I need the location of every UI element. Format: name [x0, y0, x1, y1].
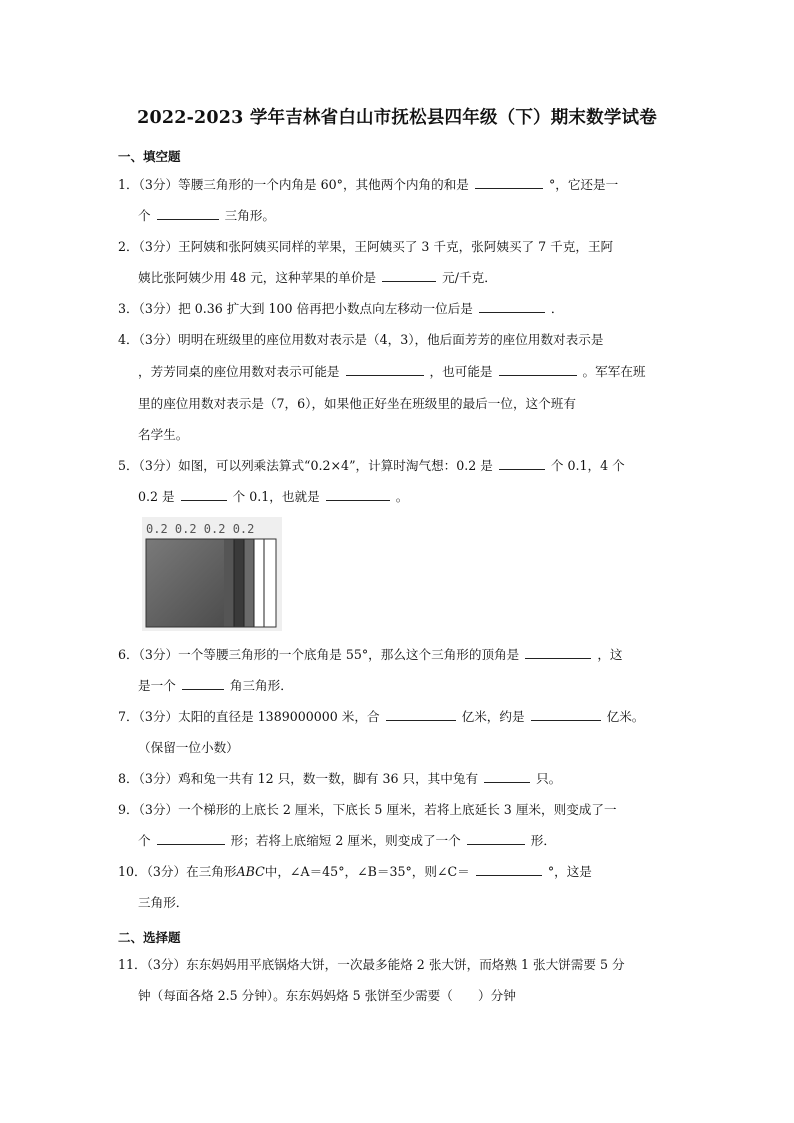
question-7-line-2: （保留一位小数）	[138, 740, 239, 755]
answer-blank[interactable]	[386, 708, 456, 721]
question-2-line-2: 姨比张阿姨少用 48 元，这种苹果的单价是 元/千克．	[138, 270, 497, 285]
answer-blank[interactable]	[475, 176, 543, 189]
answer-blank[interactable]	[531, 708, 601, 721]
answer-blank[interactable]	[467, 832, 525, 845]
answer-blank[interactable]	[484, 770, 530, 783]
page-title: 2022-2023 学年吉林省白山市抚松县四年级（下）期末数学试卷	[137, 108, 657, 128]
question-2-line-1: 2．（3分）王阿姨和张阿姨买同样的苹果，王阿姨买了 3 千克，张阿姨买了 7 千克，王阿	[118, 239, 614, 254]
question-5-line-2: 0.2 是 个 0.1，也就是 。	[138, 489, 409, 504]
question-7-line-1: 7．（3分）太阳的直径是 1389000000 米，合 亿米，约是 亿米。	[118, 709, 645, 724]
answer-blank[interactable]	[157, 832, 225, 845]
question-6-line-1: 6．（3分）一个等腰三角形的一个底角是 55°，那么这个三角形的顶角是 ，这	[118, 647, 623, 662]
shaded-tenths	[146, 539, 234, 627]
answer-blank[interactable]	[499, 457, 545, 470]
answer-blank[interactable]	[181, 488, 227, 501]
answer-blank[interactable]	[326, 488, 390, 501]
answer-blank[interactable]	[157, 207, 219, 220]
question-1-line-1: 1．（3分）等腰三角形的一个内角是 60°，其他两个内角的和是 °，它还是一	[118, 177, 619, 192]
question-10-line-2: 三角形．	[138, 895, 189, 910]
answer-blank[interactable]	[479, 300, 545, 313]
question-6-line-2: 是一个 角三角形．	[138, 678, 293, 693]
question-10-line-1: 10．（3分）在三角形ABC中，∠A＝45°，∠B＝35°，则∠C＝ °，这是	[118, 864, 592, 879]
section-heading-fill-in: 一、填空题	[118, 149, 181, 164]
section-heading-multiple-choice: 二、选择题	[118, 930, 181, 945]
question-8: 8．（3分）鸡和兔一共有 12 只，数一数，脚有 36 只，其中兔有 只。	[118, 771, 562, 786]
answer-blank[interactable]	[382, 269, 436, 282]
question-11-line-2: 钟（每面各烙 2.5 分钟）。东东妈妈烙 5 张饼至少需要（ ）分钟	[138, 988, 516, 1003]
question-9-line-1: 9．（3分）一个梯形的上底长 2 厘米，下底长 5 厘米，若将上底延长 3 厘米，则变成了一	[118, 802, 617, 817]
decimal-bar-figure	[142, 517, 282, 631]
answer-blank[interactable]	[182, 677, 224, 690]
answer-blank[interactable]	[525, 646, 591, 659]
question-4-line-2: ，芳芳同桌的座位用数对表示可能是 ，也可能是 。军军在班	[138, 364, 646, 379]
answer-blank[interactable]	[499, 363, 577, 376]
figure-label: 0.2 0.2 0.2 0.2	[146, 522, 255, 536]
question-11-line-1: 11．（3分）东东妈妈用平底锅烙大饼，一次最多能烙 2 张大饼，而烙熟 1 张大饼需要 5 分	[118, 957, 625, 972]
question-4-line-4: 名学生。	[138, 427, 189, 442]
question-5-line-1: 5．（3分）如图，可以列乘法算式“0.2×4”，计算时淘气想：0.2 是 个 0.1，4 个	[118, 458, 625, 473]
answer-blank[interactable]	[476, 863, 542, 876]
answer-blank[interactable]	[346, 363, 424, 376]
question-9-line-2: 个 形；若将上底缩短 2 厘米，则变成了一个 形．	[138, 833, 556, 848]
question-3: 3．（3分）把 0.36 扩大到 100 倍再把小数点向左移动一位后是 ．	[118, 301, 564, 316]
question-4-line-1: 4．（3分）明明在班级里的座位用数对表示是（4，3），他后面芳芳的座位用数对表示是	[118, 332, 604, 347]
question-4-line-3: 里的座位用数对表示是（7，6），如果他正好坐在班级里的最后一位，这个班有	[138, 396, 576, 411]
question-1-line-2: 个 三角形。	[138, 208, 275, 223]
